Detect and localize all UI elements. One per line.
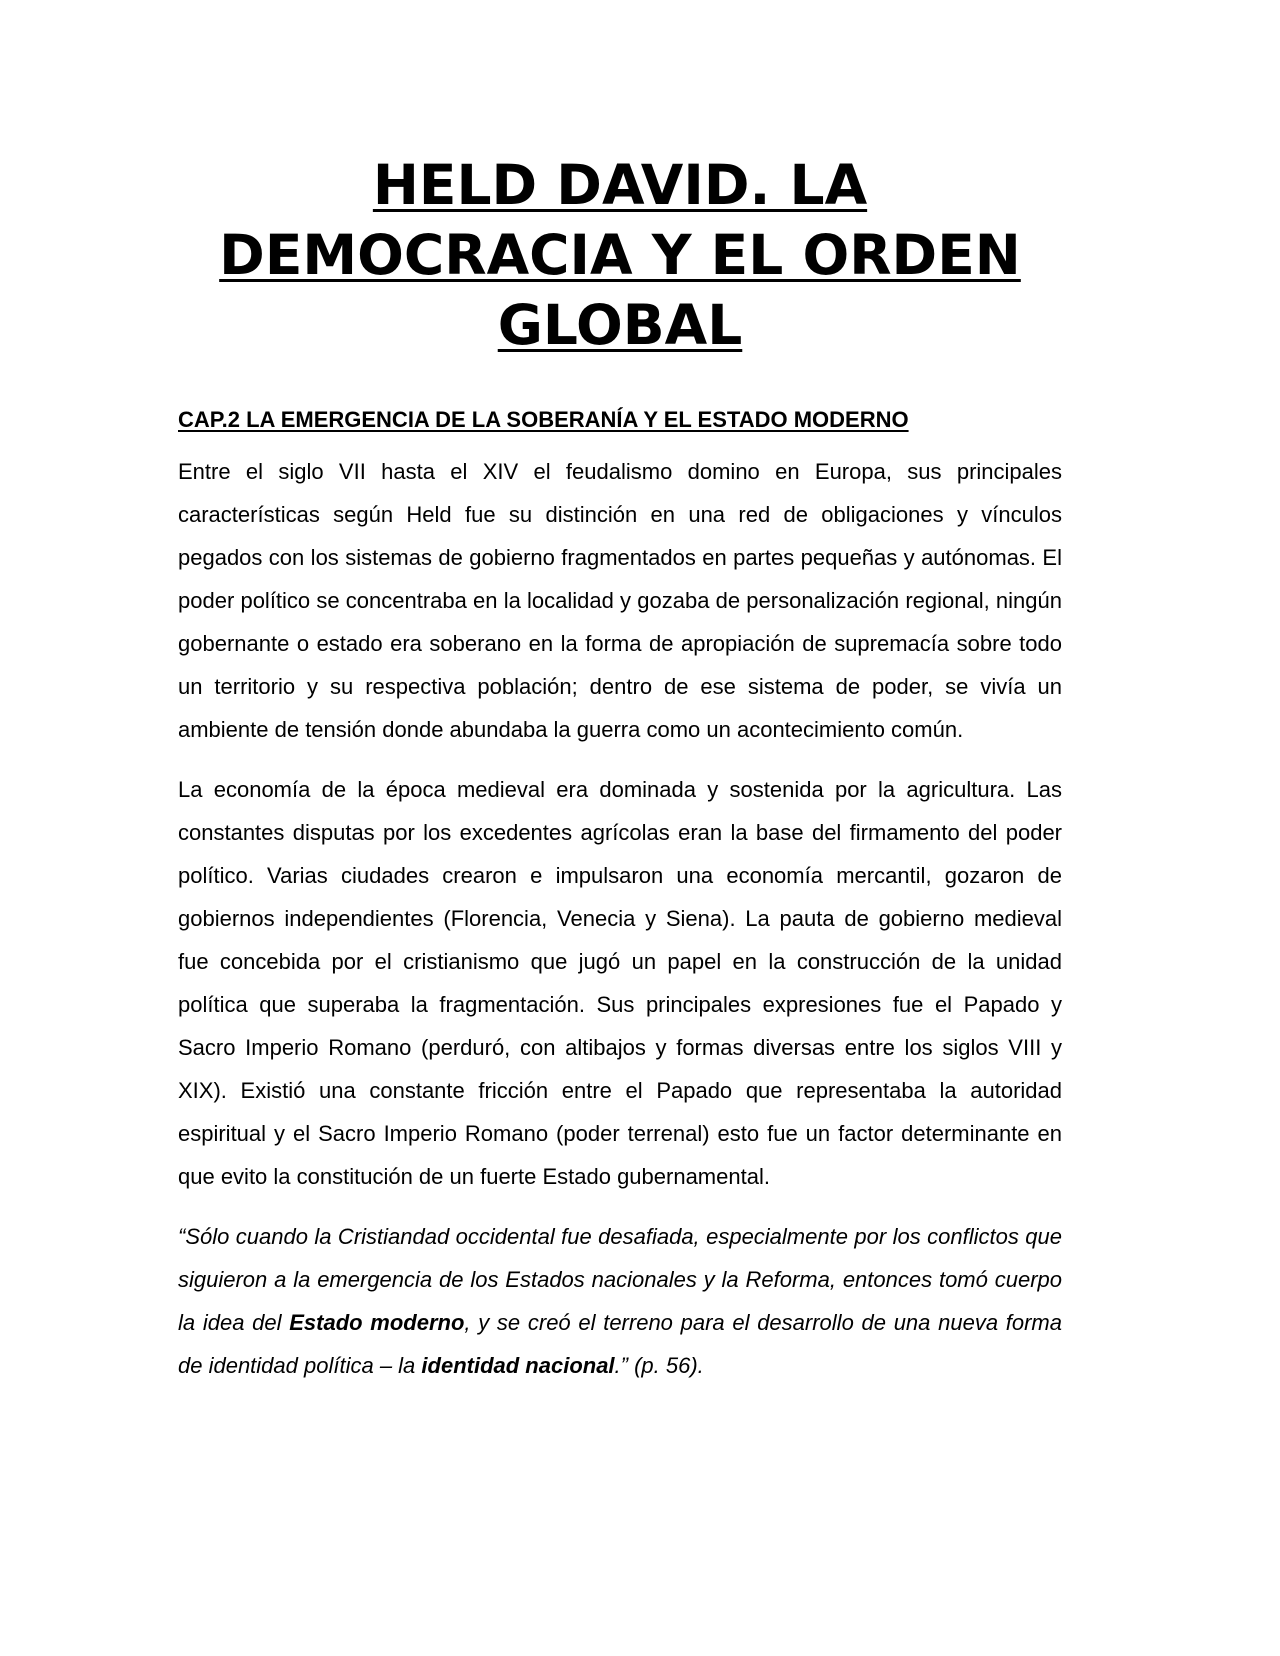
quote-text-part-3: .” (p. 56). — [614, 1353, 704, 1378]
quote-paragraph — [178, 1215, 1062, 1387]
document-page — [178, 150, 1062, 1387]
quote-bold-identidad-nacional: identidad nacional — [421, 1353, 615, 1378]
paragraph-feudalism: Entre el siglo VII hasta el XIV el feudalismo domino en Europa, sus principales características según Held fue su distinción en una red de obligaciones y vínculos pegados con los sistemas de gobierno fragmentados en partes pequeñas y autónomas. El poder político se concentraba en la localidad y gozaba de personalización regional, ningún gobernante o estado era soberano en la forma de apropiación de supremacía sobre todo un territorio y su respectiva población; dentro de ese sistema de poder, se vivía un ambiente de tensión donde abundaba la guerra como un acontecimiento común. — [178, 459, 1062, 742]
quote-text-part-2: , y se creó el terreno para el desarrollo de una nueva forma de identidad política – la — [178, 1310, 1062, 1378]
quote-bold-estado-moderno: Estado moderno — [289, 1310, 465, 1335]
quote-text-part-1: “Sólo cuando la Cristiandad occidental fue desafiada, especialmente por los conflictos que siguieron a la emergencia de los Estados nacionales y la Reforma, entonces tomó cuerpo la idea del — [178, 1224, 1062, 1335]
chapter-heading: CAP.2 LA EMERGENCIA DE LA SOBERANÍA Y EL ESTADO MODERNO — [178, 407, 909, 432]
paragraph-medieval-economy: La economía de la época medieval era dominada y sostenida por la agricultura. Las constantes disputas por los excedentes agrícolas eran la base del firmamento del poder político. Varias ciudades crearon e impulsaron una economía mercantil, gozaron de gobiernos independientes (Florencia, Venecia y Siena). La pauta de gobierno medieval fue concebida por el cristianismo que jugó un papel en la construcción de la unidad política que superaba la fragmentación. Sus principales expresiones fue el Papado y Sacro Imperio Romano (perduró, con altibajos y formas diversas entre los siglos VIII y XIX). Existió una constante fricción entre el Papado que representaba la autoridad espiritual y el Sacro Imperio Romano (poder terrenal) esto fue un factor determinante en que evito la constitución de un fuerte Estado gubernamental. — [178, 777, 1062, 1189]
document-title: HELD DAVID. LA DEMOCRACIA Y EL ORDEN GLOBAL — [219, 153, 1021, 357]
